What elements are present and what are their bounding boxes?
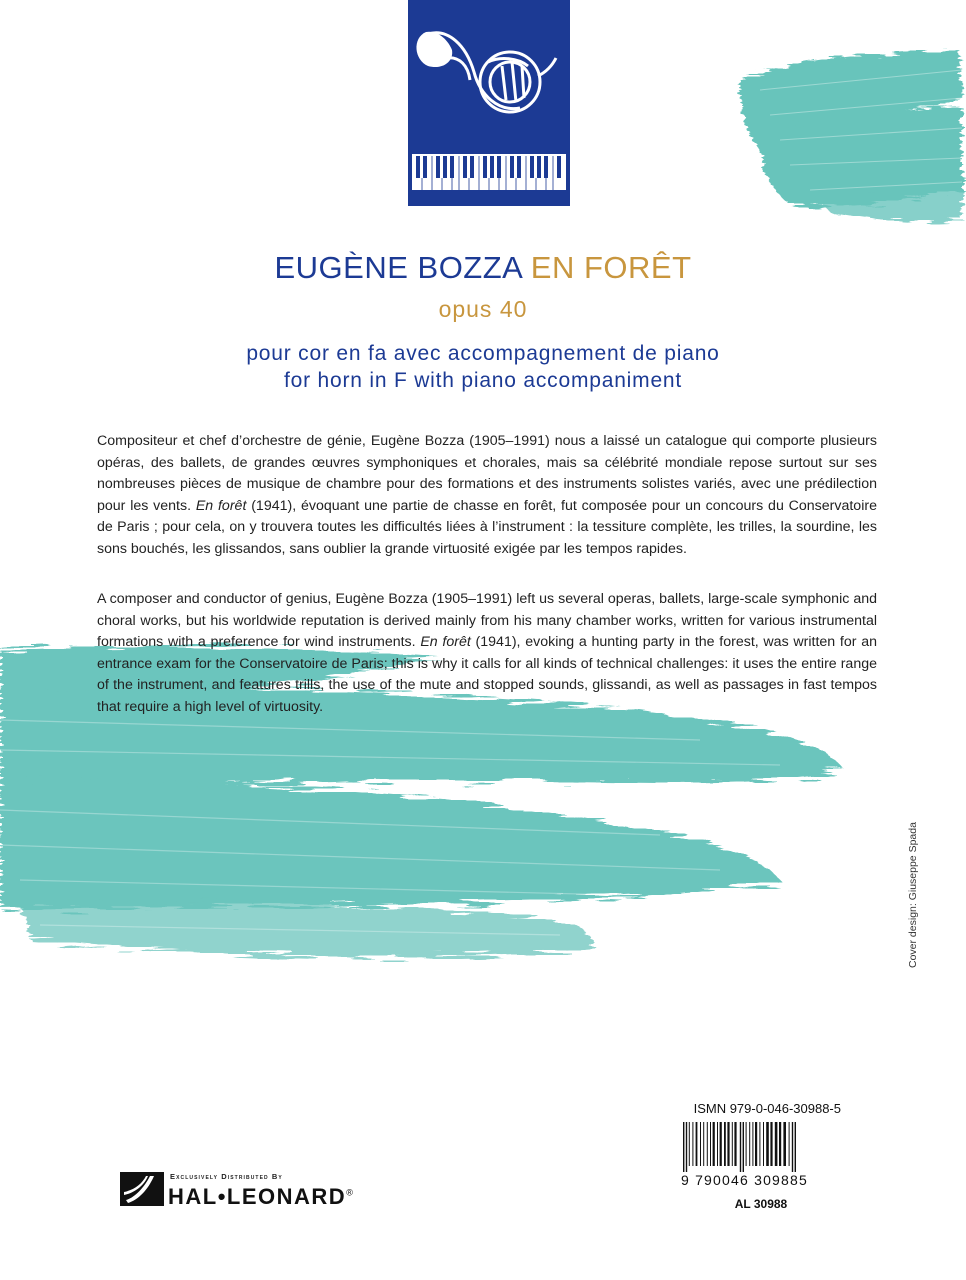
description-french-work-title: En forêt bbox=[195, 497, 247, 514]
description-english-rest: (1941), evoking a hunting party in the forest, was written for an entrance exam for the Conservatoire de Paris; this is why it calls for all kinds of technical challenges: it uses the entire range of the instrument, and features trills, the use of the mute and stopped sounds, glissandi, as well as passages in fast tempos that require a high level of virtuosity. bbox=[97, 634, 877, 715]
barcode-bar bbox=[789, 1122, 790, 1166]
barcode-bar bbox=[775, 1122, 778, 1166]
distributed-by-label: Exclusively Distributed By bbox=[170, 1172, 283, 1181]
barcode-bar bbox=[710, 1122, 711, 1166]
barcode-bar bbox=[755, 1122, 757, 1166]
cover-design-credit bbox=[894, 818, 919, 968]
barcode-bar bbox=[779, 1122, 781, 1166]
barcode-bar bbox=[732, 1122, 733, 1166]
barcode-bar bbox=[763, 1122, 764, 1166]
barcode-bar bbox=[746, 1122, 747, 1166]
teal-brush-stroke-top bbox=[700, 40, 966, 230]
subtitle-french: pour cor en fa avec accompagnement de piano bbox=[246, 342, 720, 365]
barcode-bar bbox=[703, 1122, 704, 1166]
barcode-bar bbox=[686, 1122, 687, 1172]
publisher-name-text: HAL•LEONARD bbox=[168, 1184, 347, 1209]
barcode-bar bbox=[707, 1122, 708, 1166]
description-english-work-title: En forêt bbox=[420, 634, 471, 651]
description-french bbox=[97, 431, 877, 561]
barcode-bar bbox=[689, 1122, 690, 1166]
french-horn-icon bbox=[408, 0, 570, 206]
barcode-bar bbox=[692, 1122, 693, 1166]
cover-design-credit-text: Cover design: Giuseppe Spada bbox=[907, 822, 919, 968]
barcode-bar bbox=[683, 1122, 684, 1172]
barcode-bar bbox=[770, 1122, 772, 1166]
barcode-bar bbox=[759, 1122, 760, 1166]
composer-name: EUGÈNE BOZZA bbox=[274, 250, 522, 285]
barcode-bar bbox=[696, 1122, 698, 1166]
description-french-rest: (1941), évoquant une partie de chasse en forêt, fut composée pour un concours du Conservatoire de Paris ; pour cela, on y trouvera toutes les difficultés liées à l’instrument : la tessiture complète, les trilles, la sourdine, les sons bouchés, les glissandos, sans oublier la grande virtuosité exigée par les tempos rapides. bbox=[97, 497, 877, 557]
barcode-bar bbox=[740, 1122, 741, 1172]
barcode-bar bbox=[792, 1122, 793, 1172]
work-title: EN FORÊT bbox=[530, 250, 692, 285]
barcode-bar bbox=[724, 1122, 726, 1166]
opus-number: opus 40 bbox=[438, 296, 528, 322]
barcode-bar bbox=[700, 1122, 701, 1166]
catalog-number: AL 30988 bbox=[734, 1197, 788, 1211]
barcode-bar bbox=[749, 1122, 750, 1166]
barcode-bar bbox=[743, 1122, 744, 1172]
subtitle-english: for horn in F with piano accompaniment bbox=[283, 369, 683, 392]
barcode-bar bbox=[720, 1122, 722, 1166]
barcode-bar bbox=[713, 1122, 715, 1166]
barcode bbox=[681, 1122, 841, 1172]
barcode-bar bbox=[783, 1122, 786, 1166]
barcode-bar bbox=[752, 1122, 753, 1166]
description-english-lead: A composer and conductor of genius, Eugène Bozza (1905–1991) left us several operas, ballets, large-scale symphonic and choral works, but his worldwide reputation is derived mainly from his many chamber works, written for various instrumental formations with a preference for wind instruments. bbox=[97, 591, 877, 651]
cover-logo bbox=[408, 0, 570, 206]
cover-title bbox=[0, 250, 966, 286]
barcode-bar bbox=[717, 1122, 718, 1166]
publisher-name bbox=[168, 1184, 354, 1210]
registered-mark: ® bbox=[346, 1187, 355, 1198]
barcode-bar bbox=[727, 1122, 729, 1166]
hal-leonard-logo-icon bbox=[120, 1170, 164, 1208]
barcode-bar bbox=[766, 1122, 769, 1166]
ismn-number: ISMN 979-0-046-30988-5 bbox=[693, 1101, 841, 1116]
barcode-bar bbox=[795, 1122, 796, 1172]
description-english bbox=[97, 589, 877, 719]
barcode-digits: 9 790046 309885 bbox=[681, 1172, 808, 1188]
barcode-bar bbox=[734, 1122, 736, 1166]
description-french-lead: Compositeur et chef d’orchestre de génie, Eugène Bozza (1905–1991) nous a laissé un catalogue qui comporte plusieurs opéras, des ballets, de grandes œuvres symphoniques et chorales, mais sa célébrité mondiale repose surtout sur ses nombreuses pièces de musique de chambre pour des formations et des instruments solistes variés, avec une prédilection pour les vents. bbox=[97, 433, 877, 514]
